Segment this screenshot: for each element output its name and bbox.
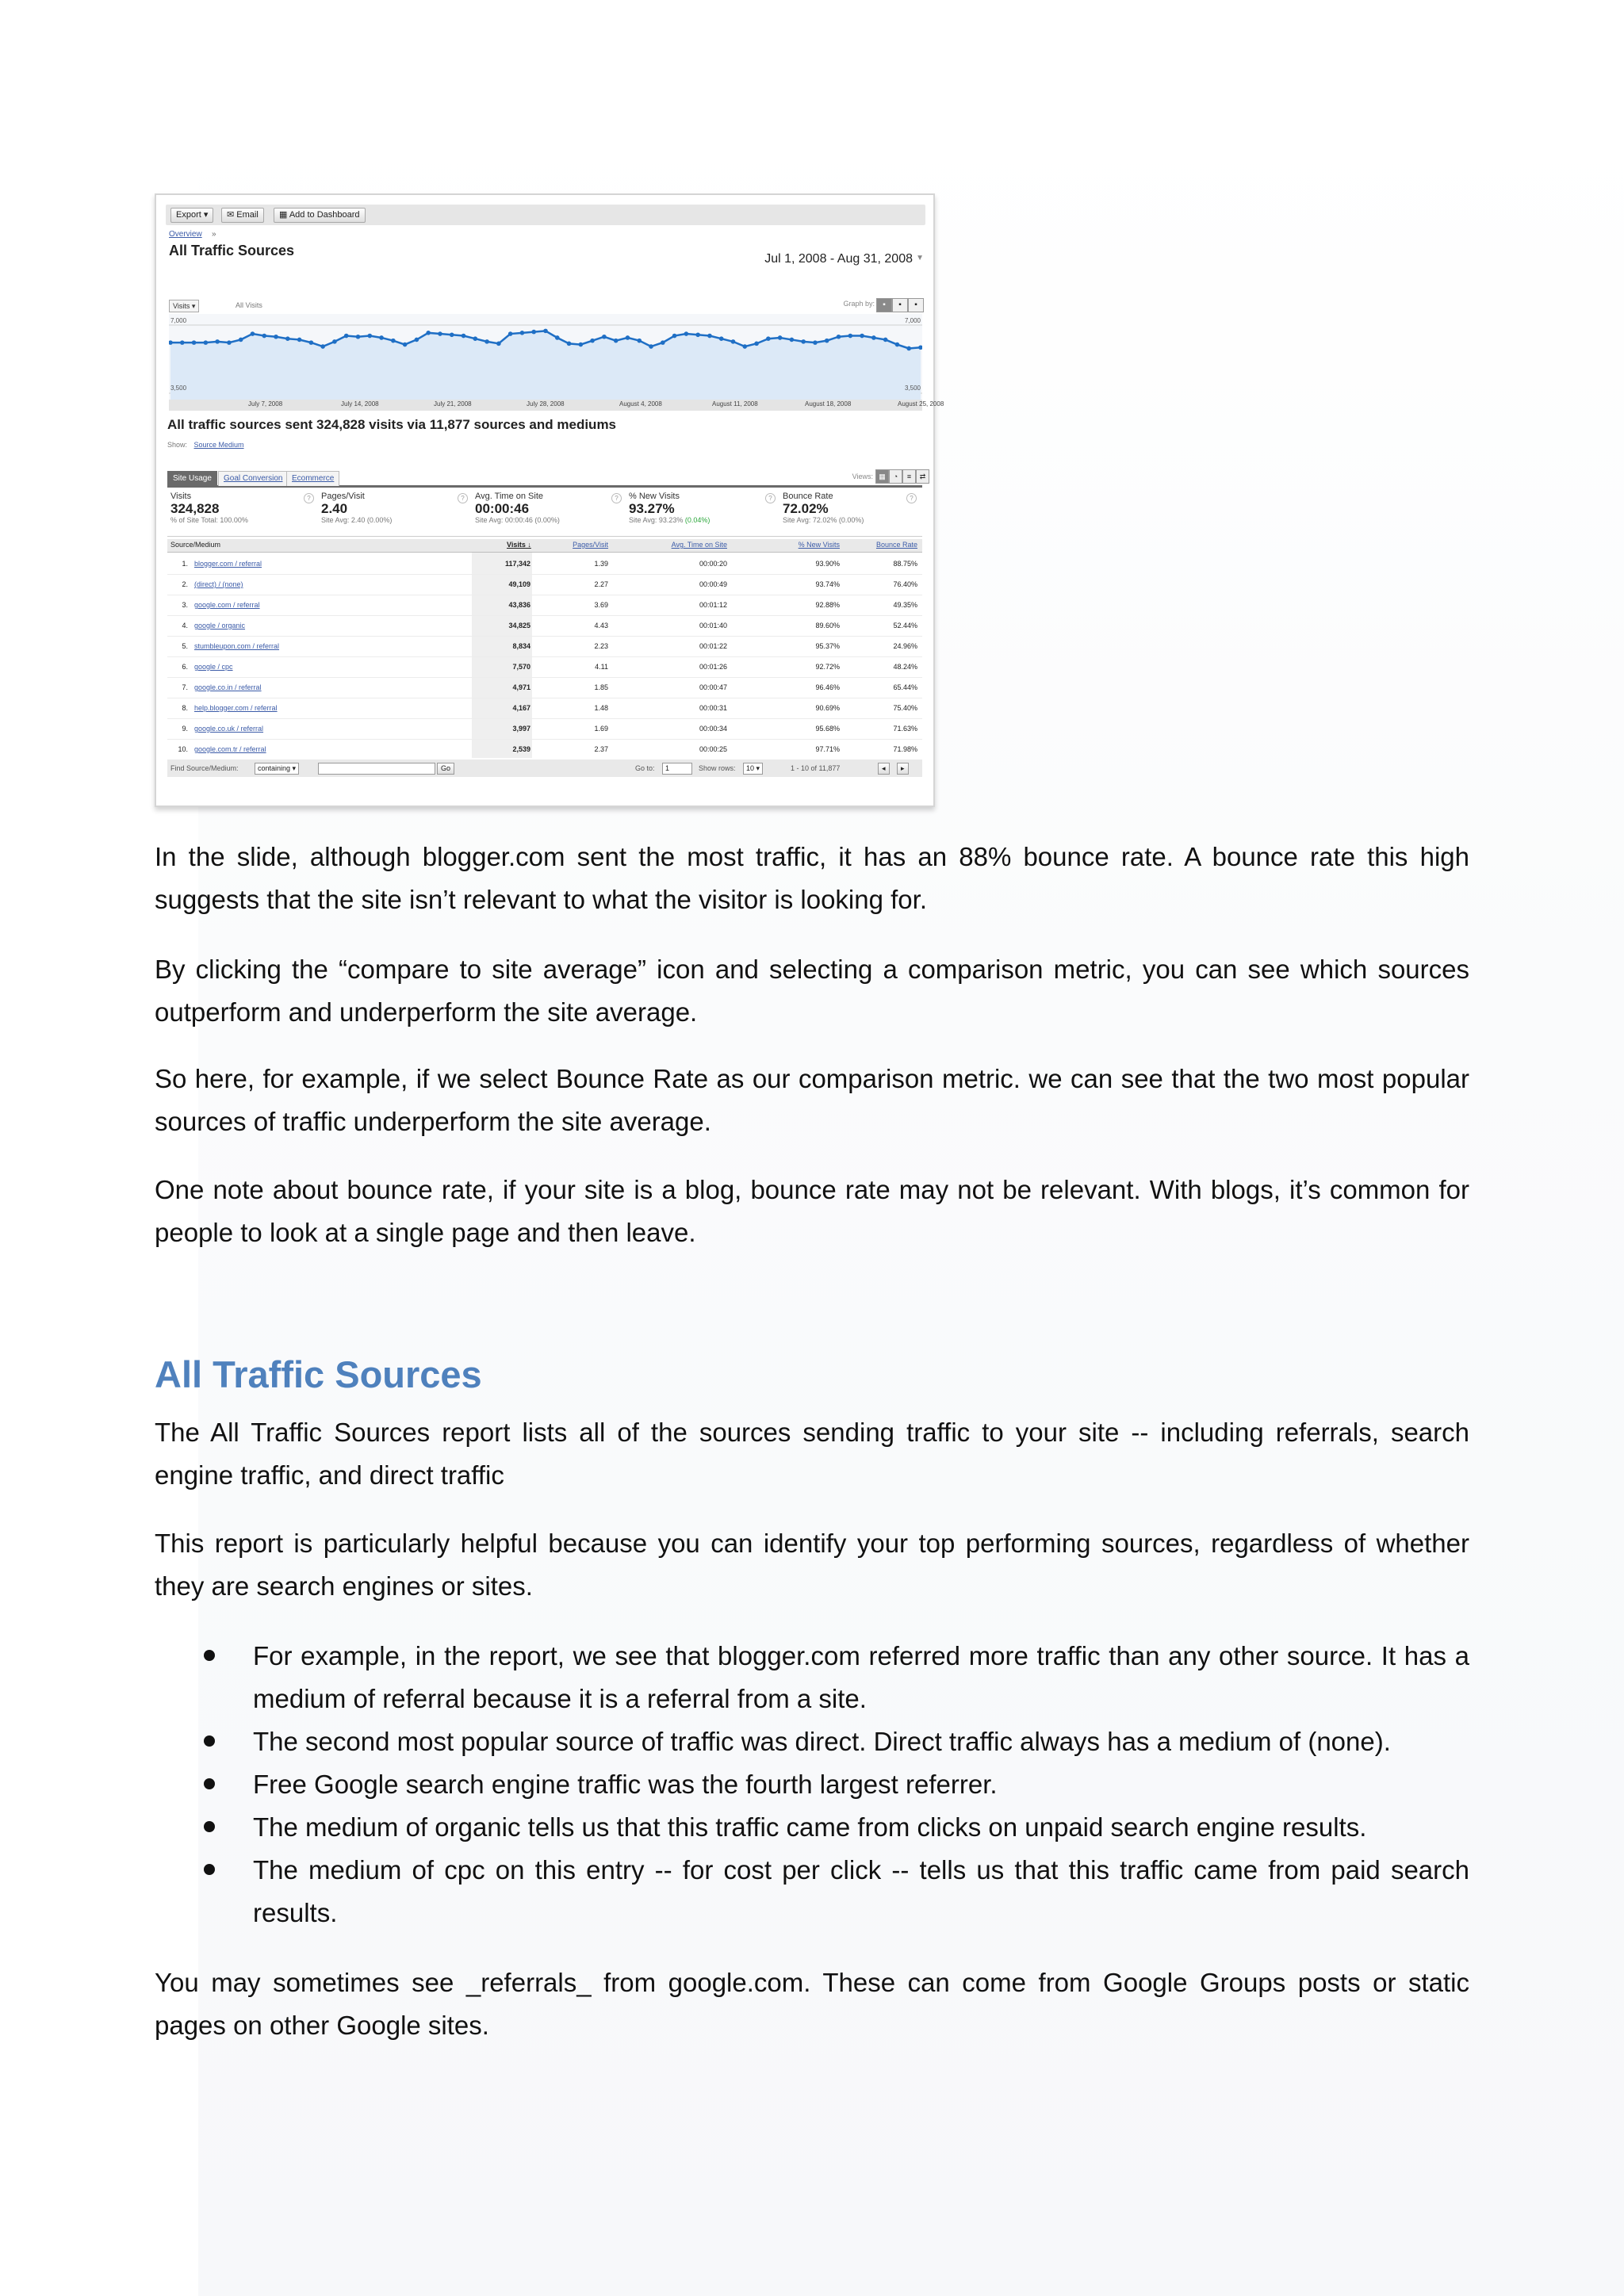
data-point[interactable] [684, 331, 689, 336]
paragraph-report-description: The All Traffic Sources report lists all of the sources sending traffic to your site -- including referrals, search engine traffic, and direct traffic [155, 1418, 1469, 1490]
new-visits-cell: 97.71% [815, 745, 840, 753]
pages-per-visit-cell: 3.69 [594, 601, 608, 609]
find-mode-select[interactable]: containing ▾ [255, 763, 299, 775]
avg-time-cell: 00:01:12 [699, 601, 727, 609]
data-point[interactable] [895, 342, 900, 347]
x-tick-label: July 21, 2008 [434, 400, 472, 408]
data-point[interactable] [790, 338, 795, 342]
date-range-selector[interactable]: Jul 1, 2008 - Aug 31, 2008 [764, 252, 913, 266]
table-row [167, 677, 922, 698]
data-point[interactable] [450, 332, 454, 337]
metric-value: 324,828 [170, 501, 220, 516]
data-point[interactable] [309, 340, 314, 345]
paragraph-report-helpful: This report is particularly helpful because you can identify your top performing sources, regardless of whether they are search engines or sites. [155, 1529, 1469, 1601]
y-tick-label: 3,500 [170, 385, 187, 392]
data-point[interactable] [567, 342, 572, 346]
compare-site-average-icon[interactable]: ⇄ [916, 469, 929, 484]
data-point[interactable] [262, 334, 266, 339]
col-pages-per-visit[interactable]: Pages/Visit [573, 541, 608, 549]
visits-cell: 8,834 [512, 642, 530, 650]
data-point[interactable] [766, 336, 771, 341]
data-point[interactable] [274, 335, 278, 339]
data-point[interactable] [672, 334, 677, 339]
visits-cell: 34,825 [508, 622, 530, 629]
row-number: 10. [178, 745, 188, 753]
list-item [155, 1849, 1469, 1934]
data-point[interactable] [367, 334, 372, 339]
data-point[interactable] [860, 334, 864, 339]
bounce-rate-cell: 49.35% [893, 601, 917, 609]
pages-per-visit-cell: 1.69 [594, 725, 608, 733]
data-point[interactable] [473, 336, 478, 341]
data-point[interactable] [332, 339, 337, 344]
bullet-list [155, 1635, 1469, 1934]
data-point[interactable] [742, 344, 747, 349]
metric-subtext [629, 516, 773, 524]
data-point[interactable] [356, 335, 361, 339]
chart-x-axis [169, 400, 944, 411]
visits-cell: 2,539 [512, 745, 530, 753]
go-button[interactable]: Go [437, 763, 454, 775]
paragraph-google-referrals: You may sometimes see _referrals_ from google.com. These can come from Google Groups posts or static pages on other Google sites. [155, 1968, 1469, 2040]
row-number: 4. [182, 622, 188, 629]
table-row [167, 656, 922, 678]
y-tick-label: 7,000 [170, 317, 187, 324]
help-icon[interactable]: ? [906, 493, 917, 503]
bounce-rate-cell: 48.24% [893, 663, 917, 671]
new-visits-cell: 95.37% [815, 642, 840, 650]
x-tick-label: July 14, 2008 [341, 400, 379, 408]
data-point[interactable] [719, 336, 724, 341]
source-medium-link[interactable]: google / organic [194, 622, 246, 629]
table-row [167, 595, 922, 616]
data-point[interactable] [555, 335, 560, 340]
avg-time-cell: 00:00:34 [699, 725, 727, 733]
x-tick-label: July 28, 2008 [527, 400, 565, 408]
tab-goal-conversion[interactable]: Goal Conversion [218, 471, 288, 486]
new-visits-cell: 96.46% [815, 683, 840, 691]
dashboard-label: Add to Dashboard [289, 210, 360, 220]
data-point[interactable] [239, 338, 243, 342]
data-point[interactable] [883, 338, 888, 342]
visits-cell: 4,167 [512, 704, 530, 712]
new-visits-cell: 95.68% [815, 725, 840, 733]
show-label: Show: [167, 441, 188, 449]
data-point[interactable] [344, 334, 349, 339]
data-point[interactable] [590, 339, 595, 343]
performance-view-icon[interactable]: ≡ [902, 469, 916, 484]
add-to-dashboard-button[interactable] [274, 208, 366, 223]
table-row [167, 615, 922, 637]
metric-subtext-avg: Site Avg: 93.23% [629, 516, 684, 524]
data-point[interactable] [462, 334, 466, 339]
email-button[interactable] [221, 208, 264, 223]
data-point[interactable] [415, 338, 419, 342]
row-number: 3. [182, 601, 188, 609]
metric-label: Avg. Time on Site [475, 492, 544, 501]
new-visits-cell: 90.69% [815, 704, 840, 712]
help-icon[interactable]: ? [765, 493, 776, 503]
email-icon: ✉ [227, 210, 237, 220]
pages-per-visit-cell: 1.39 [594, 560, 608, 568]
table-footer [167, 760, 922, 777]
source-medium-link[interactable]: stumbleupon.com / referral [194, 642, 280, 650]
avg-time-cell: 00:00:47 [699, 683, 727, 691]
metric-bounce-rate [783, 492, 927, 524]
data-point[interactable] [837, 335, 841, 339]
data-point[interactable] [661, 340, 665, 345]
bounce-rate-cell: 71.63% [893, 725, 917, 733]
row-number: 8. [182, 704, 188, 712]
bullet-icon [204, 1821, 215, 1832]
bounce-rate-cell: 65.44% [893, 683, 917, 691]
table-row [167, 718, 922, 740]
paragraph-compare-site-average: By clicking the “compare to site average” icon and selecting a comparison metric, you can see which sources outperform and underperform the site average. [155, 955, 1469, 1027]
visits-cell: 7,570 [512, 663, 530, 671]
row-number: 7. [182, 683, 188, 691]
metric-subtext: Site Avg: 2.40 (0.00%) [321, 516, 393, 524]
chevron-down-icon[interactable]: ▼ [916, 254, 924, 262]
export-button[interactable]: Export ▾ [170, 208, 213, 223]
data-point[interactable] [801, 339, 806, 344]
data-point[interactable] [496, 342, 501, 346]
data-point[interactable] [754, 342, 759, 346]
y-tick-label: 7,000 [904, 317, 921, 324]
source-medium-link[interactable]: google / cpc [194, 663, 233, 671]
section-heading-all-traffic-sources: All Traffic Sources [155, 1353, 482, 1395]
data-point[interactable] [848, 334, 853, 339]
prev-page-button[interactable]: ◂ [878, 763, 890, 775]
data-point[interactable] [871, 335, 876, 340]
list-item-text: The medium of cpc on this entry -- for cost per click -- tells us that this traffic came from paid search results. [253, 1855, 1469, 1927]
data-point[interactable] [731, 339, 736, 344]
bounce-rate-cell: 75.40% [893, 704, 917, 712]
help-icon[interactable]: ? [458, 493, 468, 503]
visits-cell: 117,342 [504, 560, 530, 568]
data-point[interactable] [227, 340, 232, 345]
data-point[interactable] [426, 331, 431, 335]
data-point[interactable] [626, 335, 630, 340]
metric-value: 00:00:46 [475, 501, 530, 516]
data-point[interactable] [204, 340, 209, 345]
bounce-rate-cell: 76.40% [893, 580, 917, 588]
pages-per-visit-cell: 4.11 [595, 663, 608, 671]
new-visits-cell: 93.90% [815, 560, 840, 568]
col-avg-time[interactable]: Avg. Time on Site [671, 541, 727, 549]
bullet-icon [204, 1650, 215, 1661]
tab-ecommerce[interactable]: Ecommerce [286, 471, 339, 486]
pagination-range: 1 - 10 of 11,877 [791, 764, 841, 772]
avg-time-cell: 00:00:20 [699, 560, 727, 568]
new-visits-cell: 92.88% [815, 601, 840, 609]
visits-line-chart [169, 314, 922, 401]
data-point[interactable] [602, 335, 607, 339]
traffic-summary: All traffic sources sent 324,828 visits via 11,877 sources and mediums [167, 417, 617, 432]
table-row [167, 574, 922, 595]
pages-per-visit-cell: 2.37 [594, 745, 608, 753]
data-point[interactable] [192, 340, 197, 345]
new-visits-cell: 92.72% [815, 663, 840, 671]
data-point[interactable] [438, 331, 442, 336]
data-point[interactable] [906, 346, 911, 351]
col-bounce-rate[interactable]: Bounce Rate [875, 541, 917, 549]
metric-value: 72.02% [783, 501, 829, 516]
list-item [155, 1720, 1469, 1763]
graph-by-week-button[interactable]: ▪ [892, 298, 908, 312]
row-number: 6. [182, 663, 188, 671]
pages-per-visit-cell: 1.48 [594, 704, 608, 712]
metric-subtext: Site Avg: 00:00:46 (0.00%) [475, 516, 560, 524]
bullet-icon [204, 1778, 215, 1789]
help-icon[interactable]: ? [304, 493, 314, 503]
new-visits-cell: 89.60% [815, 622, 840, 629]
avg-time-cell: 00:01:40 [699, 622, 727, 629]
list-item [155, 1806, 1469, 1849]
list-item [155, 1635, 1469, 1720]
new-visits-cell: 93.74% [815, 580, 840, 588]
data-point[interactable] [379, 335, 384, 340]
metric-value: 93.27% [629, 501, 675, 516]
source-medium-link[interactable]: blogger.com / referral [194, 560, 262, 568]
metric-summary-row [167, 488, 922, 537]
data-point[interactable] [320, 344, 325, 349]
bounce-rate-cell: 24.96% [893, 642, 917, 650]
table-view-icon[interactable]: ▦ [875, 469, 889, 484]
data-point[interactable] [391, 339, 396, 343]
show-dimension-row [167, 441, 244, 449]
data-point[interactable] [614, 339, 619, 343]
avg-time-cell: 00:01:22 [699, 642, 727, 650]
col-new-visits[interactable]: % New Visits [798, 541, 840, 549]
email-label: Email [236, 210, 259, 220]
bounce-rate-cell: 52.44% [893, 622, 917, 629]
paragraph-bounce-rate-intro: In the slide, although blogger.com sent the most traffic, it has an 88% bounce rate. A bounce rate this high suggests that the site isn’t relevant to what the visitor is looking for. [155, 842, 1469, 914]
avg-time-cell: 00:00:31 [699, 704, 727, 712]
source-medium-link[interactable]: google.co.uk / referral [194, 725, 264, 733]
metric-avg-time-on-site [475, 492, 619, 524]
metric-subtext: Site Avg: 72.02% (0.00%) [783, 516, 864, 524]
table-header [167, 539, 922, 553]
data-point[interactable] [825, 339, 829, 343]
row-number: 2. [182, 580, 188, 588]
x-tick-label: July 7, 2008 [248, 400, 283, 408]
paragraph-bounce-rate-example: So here, for example, if we select Bounce Rate as our comparison metric. we can see that the two most popular sources of traffic underperform the site average. [155, 1064, 1469, 1136]
graph-compare-label: All Visits [236, 301, 262, 309]
list-item [155, 1763, 1469, 1806]
data-point[interactable] [285, 336, 290, 341]
goto-page-input[interactable]: 1 [662, 763, 692, 775]
visits-cell: 3,997 [512, 725, 530, 733]
report-tabs [167, 469, 922, 488]
list-item-text: The medium of organic tells us that this traffic came from clicks on unpaid search engine results. [253, 1812, 1367, 1842]
report-title: All Traffic Sources [169, 243, 295, 258]
avg-time-cell: 00:01:26 [699, 663, 727, 671]
metric-pages-per-visit [321, 492, 465, 524]
visits-cell: 43,836 [508, 601, 530, 609]
data-point[interactable] [649, 344, 653, 349]
help-icon[interactable]: ? [611, 493, 622, 503]
data-point[interactable] [707, 334, 712, 339]
data-point[interactable] [637, 339, 642, 343]
metric-new-visits [629, 492, 773, 524]
list-item-text: For example, in the report, we see that blogger.com referred more traffic than any other source. It has a medium of referral because it is a referral from a site. [253, 1641, 1469, 1713]
data-point[interactable] [579, 342, 584, 347]
y-tick-label: 3,500 [904, 385, 921, 392]
source-medium-link[interactable]: google.com / referral [194, 601, 260, 609]
avg-time-cell: 00:00:25 [699, 745, 727, 753]
table-row [167, 553, 922, 575]
graph-by-month-button[interactable]: ▪ [908, 298, 924, 312]
data-point[interactable] [531, 330, 536, 335]
x-tick-label: August 18, 2008 [805, 400, 852, 408]
data-point[interactable] [778, 335, 783, 340]
paragraph-blog-note: One note about bounce rate, if your site is a blog, bounce rate may not be relevant. With blogs, it’s common for people to look at a single page and then leave. [155, 1175, 1469, 1247]
views-label: Views: [852, 473, 873, 480]
table-row [167, 698, 922, 719]
pie-view-icon[interactable]: ◔ [889, 469, 902, 484]
table-row [167, 739, 922, 760]
pages-per-visit-cell: 2.27 [594, 580, 608, 588]
source-medium-link[interactable]: help.blogger.com / referral [194, 704, 278, 712]
avg-time-cell: 00:00:49 [699, 580, 727, 588]
source-medium-link[interactable]: google.co.in / referral [194, 683, 262, 691]
goto-label: Go to: [635, 764, 655, 772]
data-point[interactable] [215, 339, 220, 344]
x-tick-label: August 11, 2008 [712, 400, 758, 408]
graph-by-label: Graph by: [843, 300, 875, 308]
data-point[interactable] [180, 340, 185, 345]
data-point[interactable] [403, 342, 408, 347]
row-number: 9. [182, 725, 188, 733]
show-rows-select[interactable]: 10 ▾ [743, 763, 763, 775]
col-visits[interactable]: Visits ↓ [507, 541, 531, 549]
bounce-rate-cell: 71.98% [893, 745, 917, 753]
next-page-button[interactable]: ▸ [897, 763, 909, 775]
data-point[interactable] [485, 339, 489, 344]
breadcrumb-separator: » [212, 230, 216, 239]
show-rows-label: Show rows: [699, 764, 736, 772]
metric-subtext-change: (0.04%) [684, 516, 710, 524]
list-item-text: The second most popular source of traffic was direct. Direct traffic always has a medium of (none). [253, 1727, 1391, 1756]
analytics-screenshot [155, 193, 944, 807]
data-point[interactable] [297, 338, 302, 342]
find-label: Find Source/Medium: [170, 764, 239, 772]
dashboard-icon: ▦ [279, 210, 289, 220]
graph-by-day-button[interactable]: ▪ [876, 298, 892, 312]
tab-site-usage[interactable]: Site Usage [167, 471, 217, 486]
metric-visits [170, 492, 315, 524]
visits-cell: 4,971 [512, 683, 530, 691]
metric-label: Bounce Rate [783, 492, 833, 501]
find-source-input[interactable] [318, 763, 435, 775]
data-point[interactable] [251, 331, 255, 336]
bullet-icon [204, 1735, 215, 1747]
breadcrumb-overview[interactable]: Overview [169, 230, 202, 239]
table-row [167, 636, 922, 657]
metric-label: Pages/Visit [321, 492, 365, 501]
show-source-medium-link[interactable]: Source Medium [193, 441, 244, 449]
x-tick-label: August 25, 2008 [898, 400, 944, 408]
visits-cell: 49,109 [508, 580, 530, 588]
metric-label: Visits [170, 492, 192, 501]
metric-subtext: % of Site Total: 100.00% [170, 516, 248, 524]
pages-per-visit-cell: 1.85 [594, 683, 608, 691]
list-item-text: Free Google search engine traffic was the fourth largest referrer. [253, 1770, 998, 1799]
pages-per-visit-cell: 4.43 [594, 622, 608, 629]
x-tick-label: August 4, 2008 [619, 400, 662, 408]
row-number: 5. [182, 642, 188, 650]
graph-metric-selector[interactable]: Visits ▾ [169, 300, 199, 312]
metric-value: 2.40 [321, 501, 348, 516]
metric-label: % New Visits [629, 492, 680, 501]
source-medium-link[interactable]: google.com.tr / referral [194, 745, 266, 753]
bounce-rate-cell: 88.75% [893, 560, 917, 568]
pages-per-visit-cell: 2.23 [594, 642, 608, 650]
row-number: 1. [182, 560, 188, 568]
data-point[interactable] [508, 331, 513, 336]
data-point[interactable] [813, 340, 818, 345]
col-source-medium: Source/Medium [170, 541, 221, 549]
bullet-icon [204, 1864, 215, 1875]
data-point[interactable] [520, 331, 525, 335]
source-medium-link[interactable]: (direct) / (none) [194, 580, 243, 588]
report-toolbar [166, 205, 925, 225]
data-point[interactable] [695, 332, 700, 337]
data-point[interactable] [543, 329, 548, 334]
